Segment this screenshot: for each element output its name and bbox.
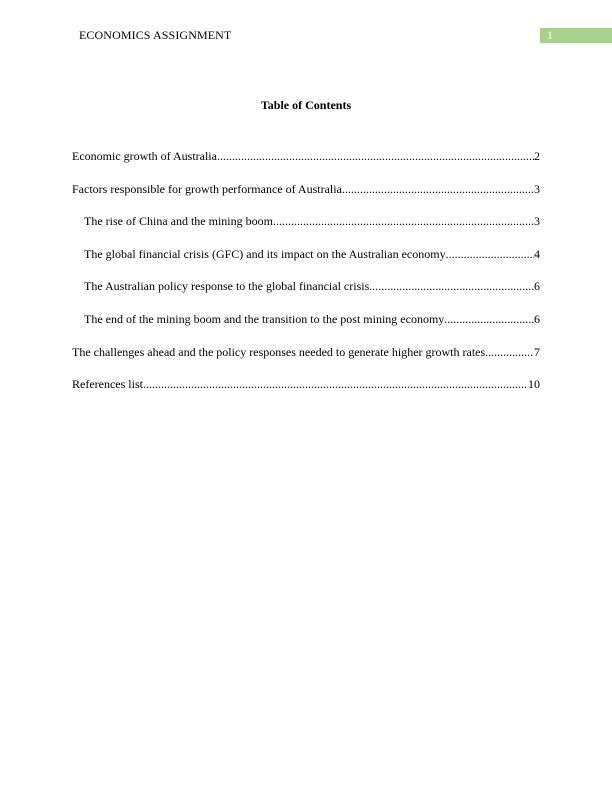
- document-header-title: ECONOMICS ASSIGNMENT: [79, 28, 232, 42]
- toc-entry-text: The global financial crisis (GFC) and its impact on the Australian economy: [84, 246, 446, 261]
- toc-entry-text: The end of the mining boom and the transition to the post mining economy: [84, 311, 445, 326]
- dot-leader: [369, 278, 534, 294]
- toc-entry-text: Economic growth of Australia: [72, 149, 217, 163]
- toc-entry-page: 7: [534, 344, 540, 359]
- dot-leader: [143, 376, 528, 392]
- toc-entry-text: Factors responsible for growth performance of Australia: [72, 181, 342, 196]
- toc-entry-references[interactable]: [72, 376, 540, 409]
- dot-leader: [342, 181, 534, 197]
- toc-entry-page: 4: [534, 246, 540, 261]
- toc-entry-growth-factors[interactable]: [72, 181, 540, 214]
- toc-entry-text: The Australian policy response to the global financial crisis: [84, 279, 370, 294]
- toc-entry-economic-growth[interactable]: [72, 148, 540, 181]
- table-of-contents: [72, 148, 540, 409]
- toc-entry-page: 3: [534, 181, 540, 196]
- toc-entry-gfc-impact[interactable]: [72, 246, 540, 279]
- toc-entry-end-of-mining-boom[interactable]: [72, 311, 540, 344]
- toc-entry-china-mining-boom[interactable]: [72, 213, 540, 246]
- toc-entry-policy-response[interactable]: [72, 278, 540, 311]
- toc-entry-text: References list: [72, 377, 143, 392]
- toc-entry-page: 3: [534, 214, 540, 229]
- dot-leader: [273, 213, 534, 229]
- dot-leader: [446, 246, 534, 262]
- toc-entry-page: 10: [528, 377, 540, 392]
- toc-entry-page: 6: [534, 279, 540, 294]
- toc-entry-text: The rise of China and the mining boom: [84, 214, 273, 229]
- page-number-badge: [540, 28, 612, 43]
- toc-heading: Table of Contents: [260, 98, 352, 112]
- dot-leader: [485, 344, 534, 360]
- toc-entry-page: 6: [534, 311, 540, 326]
- toc-entry-challenges-ahead[interactable]: [72, 344, 540, 377]
- dot-leader: [217, 148, 534, 164]
- toc-entry-page: 2: [534, 149, 540, 163]
- dot-leader: [444, 311, 534, 327]
- toc-entry-text: The challenges ahead and the policy responses needed to generate higher growth rates: [72, 344, 486, 359]
- page-number: 1: [547, 28, 553, 42]
